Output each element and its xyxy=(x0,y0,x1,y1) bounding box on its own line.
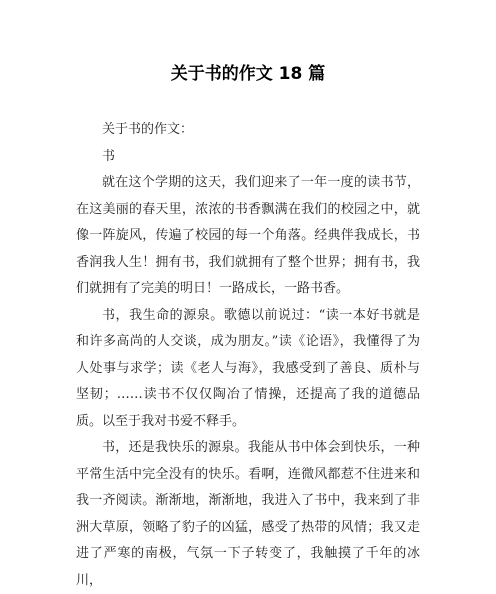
document-body xyxy=(76,117,420,594)
intro-label: 关于书的作文： xyxy=(102,122,194,137)
document-title: 关于书的作文 18 篇 xyxy=(170,64,326,84)
paragraph-3: 书，还是我快乐的源泉。我能从书中体会到快乐，一种平常生活中完全没有的快乐。看啊，连微风都惹不住进来和我一齐阅读。渐渐地，渐渐地，我进入了书中，我来到了非洲大草原，领略了豹子的凶猛，感受了热带的风情；我又走进了严寒的南极，气氛一下子转变了，我触摸了千年的冰川， xyxy=(76,440,420,588)
section-heading: 书 xyxy=(102,148,116,164)
paragraph-1: 就在这个学期的这天，我们迎来了一年一度的读书节，在这美丽的春天里，浓浓的书香飘满在我们的校园之中，就像一阵旋风，传遍了校园的每一个角落。经典伴我成长，书香润我人生！拥有书，我们就拥有了整个世界；拥有书，我们就拥有了完美的明日！一路成长，一路书香。 xyxy=(76,175,420,296)
paragraph-2: 书，我生命的源泉。歌德以前说过：“读一本好书就是和许多高尚的人交谈，成为朋友。”读《论语》，我懂得了为人处事与求学；读《老人与海》，我感受到了善良、质朴与坚韧；……读书不仅仅陶冶了情操，还提高了我的道德品质。以至于我对书爱不释手。 xyxy=(76,307,420,429)
